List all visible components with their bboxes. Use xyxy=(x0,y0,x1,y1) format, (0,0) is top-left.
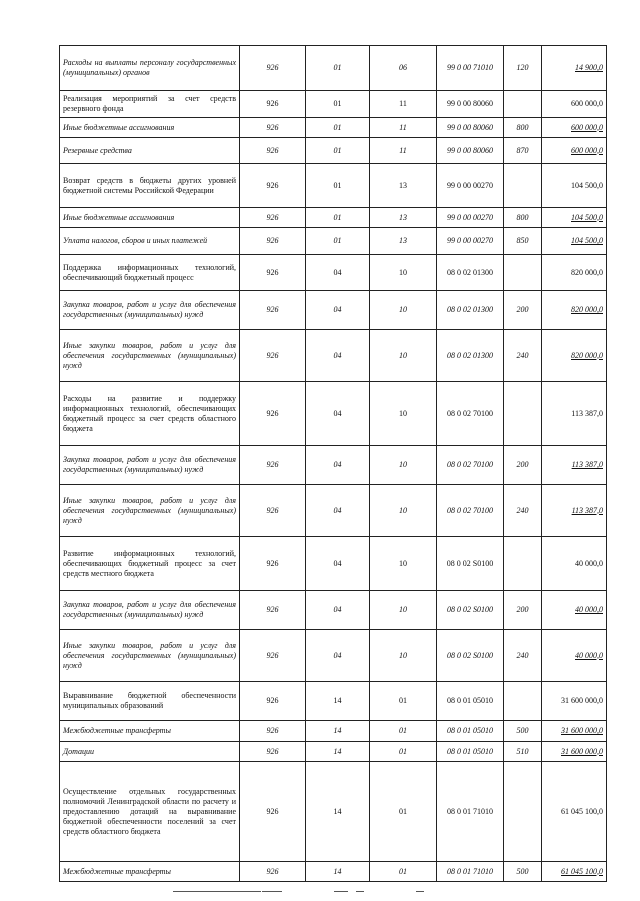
target-article-code: 08 0 01 71010 xyxy=(437,762,504,862)
row-name: Межбюджетные трансферты xyxy=(60,721,240,742)
row-name: Реализация мероприятий за счет средств резервного фонда xyxy=(60,91,240,118)
target-article-code: 08 0 02 70100 xyxy=(437,382,504,446)
amount: 14 900,0 xyxy=(542,46,607,91)
row-name: Выравнивание бюджетной обеспеченности муниципальных образований xyxy=(60,682,240,721)
target-article-code: 99 0 00 80060 xyxy=(437,118,504,138)
amount: 104 500,0 xyxy=(542,164,607,208)
expense-type-code xyxy=(504,537,542,591)
table-row xyxy=(60,228,607,255)
subsection-code: 13 xyxy=(370,164,437,208)
row-name: Расходы на выплаты персоналу государственных (муниципальных) органов xyxy=(60,46,240,91)
table-row xyxy=(60,118,607,138)
section-code: 04 xyxy=(306,537,370,591)
table-row xyxy=(60,862,607,882)
expense-type-code: 500 xyxy=(504,721,542,742)
amount: 31 600 000,0 xyxy=(542,742,607,762)
table-row xyxy=(60,164,607,208)
amount: 40 000,0 xyxy=(542,630,607,682)
grbs-code: 926 xyxy=(240,330,306,382)
section-code: 01 xyxy=(306,164,370,208)
section-code: 04 xyxy=(306,630,370,682)
row-name: Возврат средств в бюджеты других уровней бюджетной системы Российской Федерации xyxy=(60,164,240,208)
section-code: 04 xyxy=(306,255,370,291)
table-row xyxy=(60,742,607,762)
expense-type-code: 200 xyxy=(504,446,542,485)
amount: 113 387,0 xyxy=(542,446,607,485)
grbs-code: 926 xyxy=(240,762,306,862)
subsection-code: 10 xyxy=(370,630,437,682)
table-row xyxy=(60,485,607,537)
table-row xyxy=(60,382,607,446)
grbs-code: 926 xyxy=(240,537,306,591)
subsection-code: 10 xyxy=(370,330,437,382)
row-name: Развитие информационных технологий, обеспечивающих бюджетный процесс за счет средств местного бюджета xyxy=(60,537,240,591)
amount: 40 000,0 xyxy=(542,537,607,591)
table-row xyxy=(60,46,607,91)
target-article-code: 08 0 01 05010 xyxy=(437,742,504,762)
subsection-code: 11 xyxy=(370,118,437,138)
subsection-code: 10 xyxy=(370,291,437,330)
section-code: 01 xyxy=(306,91,370,118)
expense-type-code: 120 xyxy=(504,46,542,91)
subsection-code: 10 xyxy=(370,485,437,537)
amount: 600 000,0 xyxy=(542,138,607,164)
amount: 104 500,0 xyxy=(542,208,607,228)
target-article-code: 08 0 02 S0100 xyxy=(437,537,504,591)
table-row xyxy=(60,255,607,291)
footer-mark xyxy=(173,891,261,892)
table-row xyxy=(60,330,607,382)
subsection-code: 01 xyxy=(370,721,437,742)
row-name: Расходы на развитие и поддержку информационных технологий, обеспечивающих бюджетный процесс за счет средств областного бюджета xyxy=(60,382,240,446)
grbs-code: 926 xyxy=(240,138,306,164)
target-article-code: 99 0 00 00270 xyxy=(437,164,504,208)
table-row xyxy=(60,537,607,591)
target-article-code: 99 0 00 00270 xyxy=(437,208,504,228)
target-article-code: 08 0 02 01300 xyxy=(437,330,504,382)
section-code: 14 xyxy=(306,721,370,742)
section-code: 04 xyxy=(306,591,370,630)
expense-type-code: 200 xyxy=(504,291,542,330)
amount: 113 387,0 xyxy=(542,485,607,537)
footer-mark xyxy=(416,891,424,892)
target-article-code: 08 0 01 71010 xyxy=(437,862,504,882)
expense-type-code: 800 xyxy=(504,208,542,228)
footer-mark xyxy=(262,891,282,892)
expense-type-code: 510 xyxy=(504,742,542,762)
row-name: Иные закупки товаров, работ и услуг для обеспечения государственных (муниципальных) нужд xyxy=(60,630,240,682)
grbs-code: 926 xyxy=(240,721,306,742)
grbs-code: 926 xyxy=(240,591,306,630)
target-article-code: 99 0 00 71010 xyxy=(437,46,504,91)
row-name: Дотации xyxy=(60,742,240,762)
grbs-code: 926 xyxy=(240,682,306,721)
subsection-code: 01 xyxy=(370,862,437,882)
grbs-code: 926 xyxy=(240,291,306,330)
expense-type-code: 500 xyxy=(504,862,542,882)
section-code: 04 xyxy=(306,446,370,485)
expense-type-code: 240 xyxy=(504,630,542,682)
subsection-code: 11 xyxy=(370,91,437,118)
row-name: Закупка товаров, работ и услуг для обеспечения государственных (муниципальных) нужд xyxy=(60,291,240,330)
section-code: 01 xyxy=(306,228,370,255)
section-code: 04 xyxy=(306,291,370,330)
grbs-code: 926 xyxy=(240,255,306,291)
subsection-code: 13 xyxy=(370,208,437,228)
amount: 61 045 100,0 xyxy=(542,762,607,862)
expense-type-code xyxy=(504,164,542,208)
target-article-code: 08 0 02 S0100 xyxy=(437,630,504,682)
row-name: Иные бюджетные ассигнования xyxy=(60,208,240,228)
section-code: 14 xyxy=(306,862,370,882)
table-row xyxy=(60,446,607,485)
row-name: Закупка товаров, работ и услуг для обеспечения государственных (муниципальных) нужд xyxy=(60,446,240,485)
table-row xyxy=(60,91,607,118)
grbs-code: 926 xyxy=(240,446,306,485)
grbs-code: 926 xyxy=(240,164,306,208)
amount: 113 387,0 xyxy=(542,382,607,446)
target-article-code: 08 0 02 S0100 xyxy=(437,591,504,630)
expense-type-code xyxy=(504,255,542,291)
grbs-code: 926 xyxy=(240,118,306,138)
row-name: Осуществление отдельных государственных полномочий Ленинградской области по расчету и предоставлению дотаций на выравнивание бюджетной обеспеченности поселений за счет средств областного бюджета xyxy=(60,762,240,862)
amount: 820 000,0 xyxy=(542,330,607,382)
amount: 31 600 000,0 xyxy=(542,721,607,742)
row-name: Закупка товаров, работ и услуг для обеспечения государственных (муниципальных) нужд xyxy=(60,591,240,630)
subsection-code: 01 xyxy=(370,682,437,721)
subsection-code: 01 xyxy=(370,742,437,762)
target-article-code: 08 0 02 70100 xyxy=(437,485,504,537)
expense-type-code: 200 xyxy=(504,591,542,630)
grbs-code: 926 xyxy=(240,208,306,228)
section-code: 01 xyxy=(306,138,370,164)
table-row xyxy=(60,762,607,862)
grbs-code: 926 xyxy=(240,46,306,91)
grbs-code: 926 xyxy=(240,862,306,882)
row-name: Иные закупки товаров, работ и услуг для обеспечения государственных (муниципальных) нужд xyxy=(60,485,240,537)
target-article-code: 08 0 02 01300 xyxy=(437,255,504,291)
subsection-code: 06 xyxy=(370,46,437,91)
row-name: Поддержка информационных технологий, обеспечивающий бюджетный процесс xyxy=(60,255,240,291)
table-row xyxy=(60,208,607,228)
table-row xyxy=(60,291,607,330)
table-row xyxy=(60,138,607,164)
table-row xyxy=(60,721,607,742)
budget-table xyxy=(59,45,607,882)
section-code: 04 xyxy=(306,330,370,382)
subsection-code: 10 xyxy=(370,591,437,630)
row-name: Резервные средства xyxy=(60,138,240,164)
section-code: 04 xyxy=(306,382,370,446)
target-article-code: 99 0 00 80060 xyxy=(437,138,504,164)
amount: 104 500,0 xyxy=(542,228,607,255)
table-row xyxy=(60,682,607,721)
table-body xyxy=(60,46,607,882)
grbs-code: 926 xyxy=(240,485,306,537)
amount: 61 045 100,0 xyxy=(542,862,607,882)
table-row xyxy=(60,591,607,630)
subsection-code: 13 xyxy=(370,228,437,255)
section-code: 14 xyxy=(306,742,370,762)
section-code: 01 xyxy=(306,46,370,91)
subsection-code: 11 xyxy=(370,138,437,164)
grbs-code: 926 xyxy=(240,91,306,118)
expense-type-code xyxy=(504,762,542,862)
target-article-code: 08 0 02 70100 xyxy=(437,446,504,485)
expense-type-code xyxy=(504,682,542,721)
amount: 40 000,0 xyxy=(542,591,607,630)
target-article-code: 08 0 01 05010 xyxy=(437,721,504,742)
expense-type-code: 240 xyxy=(504,485,542,537)
section-code: 14 xyxy=(306,682,370,721)
amount: 31 600 000,0 xyxy=(542,682,607,721)
row-name: Межбюджетные трансферты xyxy=(60,862,240,882)
expense-type-code: 870 xyxy=(504,138,542,164)
target-article-code: 99 0 00 00270 xyxy=(437,228,504,255)
target-article-code: 99 0 00 80060 xyxy=(437,91,504,118)
section-code: 04 xyxy=(306,485,370,537)
row-name: Иные бюджетные ассигнования xyxy=(60,118,240,138)
expense-type-code: 850 xyxy=(504,228,542,255)
section-code: 01 xyxy=(306,208,370,228)
expense-type-code: 800 xyxy=(504,118,542,138)
expense-type-code xyxy=(504,91,542,118)
target-article-code: 08 0 02 01300 xyxy=(437,291,504,330)
grbs-code: 926 xyxy=(240,742,306,762)
amount: 820 000,0 xyxy=(542,255,607,291)
amount: 820 000,0 xyxy=(542,291,607,330)
subsection-code: 10 xyxy=(370,382,437,446)
amount: 600 000,0 xyxy=(542,118,607,138)
expense-type-code xyxy=(504,382,542,446)
subsection-code: 01 xyxy=(370,762,437,862)
table-row xyxy=(60,630,607,682)
row-name: Уплата налогов, сборов и иных платежей xyxy=(60,228,240,255)
grbs-code: 926 xyxy=(240,228,306,255)
grbs-code: 926 xyxy=(240,382,306,446)
subsection-code: 10 xyxy=(370,537,437,591)
subsection-code: 10 xyxy=(370,255,437,291)
section-code: 14 xyxy=(306,762,370,862)
target-article-code: 08 0 01 05010 xyxy=(437,682,504,721)
row-name: Иные закупки товаров, работ и услуг для обеспечения государственных (муниципальных) нужд xyxy=(60,330,240,382)
subsection-code: 10 xyxy=(370,446,437,485)
grbs-code: 926 xyxy=(240,630,306,682)
expense-type-code: 240 xyxy=(504,330,542,382)
amount: 600 000,0 xyxy=(542,91,607,118)
footer-mark xyxy=(334,891,348,892)
footer-mark xyxy=(356,891,364,892)
section-code: 01 xyxy=(306,118,370,138)
